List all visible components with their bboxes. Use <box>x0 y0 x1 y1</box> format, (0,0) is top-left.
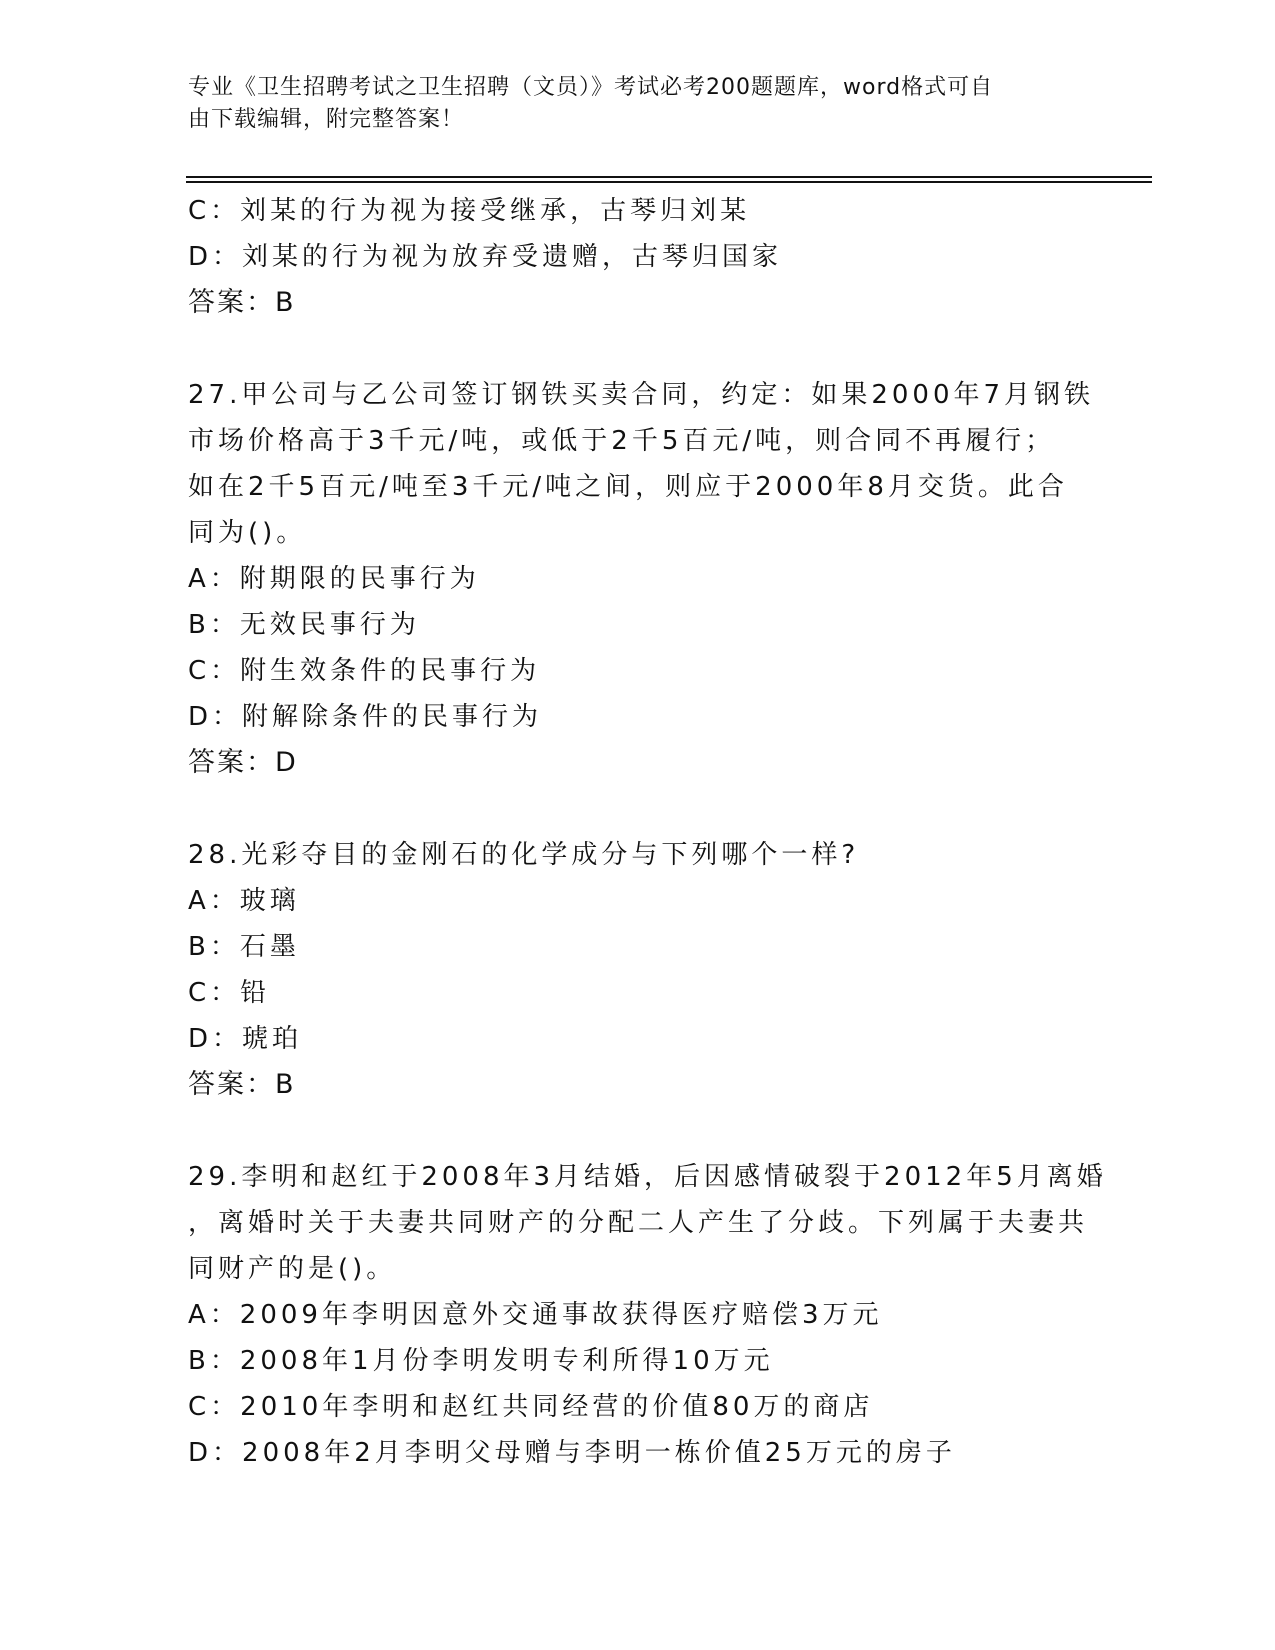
question-stem-line: 同财产的是()。 <box>188 1254 397 1284</box>
question-26-tail <box>188 188 1088 326</box>
answer: 答案：B <box>188 1069 296 1100</box>
question-stem-line: ，离婚时关于夫妻共同财产的分配二人产生了分歧。下列属于夫妻共 <box>188 1208 1089 1238</box>
question-stem-line: 28.光彩夺目的金刚石的化学成分与下列哪个一样? <box>188 840 860 870</box>
question-29 <box>188 1154 1107 1476</box>
option-c: C：2010年李明和赵红共同经营的价值80万的商店 <box>188 1392 874 1422</box>
question-list <box>188 188 1107 1476</box>
spacer <box>188 326 1088 372</box>
question-stem-line: 29.李明和赵红于2008年3月结婚，后因感情破裂于2012年5月离婚 <box>188 1162 1107 1192</box>
question-28 <box>188 832 1088 1108</box>
option-c: C：附生效条件的民事行为 <box>188 656 541 686</box>
spacer <box>188 786 1088 832</box>
option-a: A：玻璃 <box>188 886 300 916</box>
answer: 答案：D <box>188 747 298 778</box>
option-a: A：2009年李明因意外交通事故获得医疗赔偿3万元 <box>188 1300 883 1330</box>
question-stem-line: 27.甲公司与乙公司签订钢铁买卖合同，约定：如果2000年7月钢铁 <box>188 380 1095 410</box>
option-d: D：刘某的行为视为放弃受遗赠，古琴归国家 <box>188 242 783 272</box>
option-c: C：刘某的行为视为接受继承，古琴归刘某 <box>188 196 751 226</box>
header-divider-bottom <box>186 181 1152 183</box>
question-stem-line: 市场价格高于3千元/吨，或低于2千5百元/吨，则合同不再履行； <box>188 426 1056 456</box>
header-divider-top <box>186 176 1152 178</box>
option-d: D：附解除条件的民事行为 <box>188 702 543 732</box>
option-d: D：2008年2月李明父母赠与李明一栋价值25万元的房子 <box>188 1438 956 1468</box>
spacer <box>188 1108 1088 1154</box>
question-27 <box>188 372 1095 786</box>
question-stem-line: 如在2千5百元/吨至3千元/吨之间，则应于2000年8月交货。此合 <box>188 472 1068 502</box>
option-b: B：2008年1月份李明发明专利所得10万元 <box>188 1346 774 1376</box>
document-header <box>188 72 1068 136</box>
header-line-2: 由下载编辑，附完整答案！ <box>188 107 465 132</box>
option-a: A：附期限的民事行为 <box>188 564 480 594</box>
option-b: B：无效民事行为 <box>188 610 420 640</box>
header-line-1: 专业《卫生招聘考试之卫生招聘（文员）》考试必考200题题库，word格式可自 <box>188 75 994 100</box>
option-b: B：石墨 <box>188 932 300 962</box>
option-d: D：琥珀 <box>188 1024 303 1054</box>
option-c: C：铅 <box>188 978 271 1008</box>
question-stem-line: 同为()。 <box>188 518 307 548</box>
answer: 答案：B <box>188 287 296 318</box>
